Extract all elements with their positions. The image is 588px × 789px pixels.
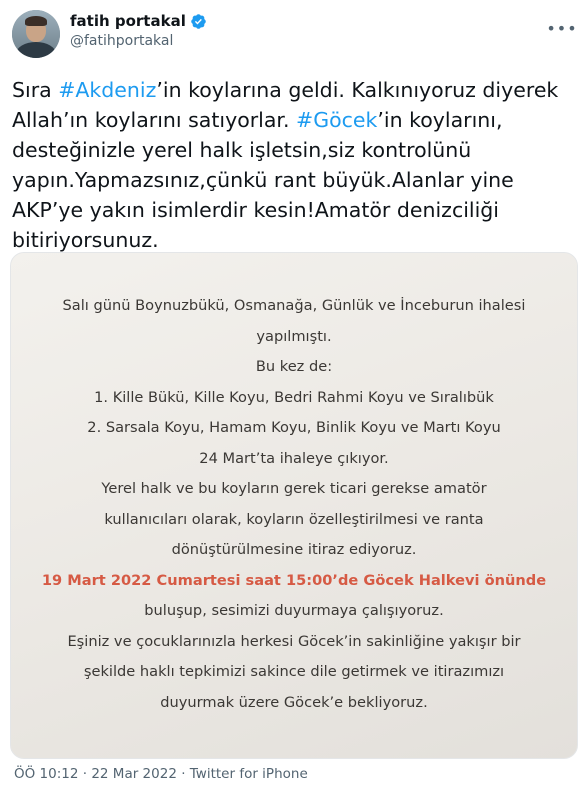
image-text-line: şekilde haklı tepkimizi sakince dile getirmek ve itirazımızı — [83, 663, 505, 680]
image-text-line: duyurmak üzere Göcek’e bekliyoruz. — [160, 693, 428, 711]
author-name[interactable]: fatih portakal — [70, 12, 186, 30]
tweet-image[interactable] — [10, 252, 578, 759]
image-text-line: dönüştürülmesine itiraz ediyoruz. — [171, 541, 417, 558]
image-highlight-line: 19 Mart 2022 Cumartesi saat 15:00’de Göcek Halkevi önünde — [41, 571, 547, 589]
author-info — [70, 12, 207, 49]
tweet-text-segment: ’in koylarına geldi. Kalkınıyoruz diyerek Allah’ın koylarını satıyorlar. — [12, 78, 559, 132]
image-text-line: Bu kez de: — [255, 358, 333, 375]
tweet-text — [12, 75, 572, 255]
avatar[interactable] — [12, 10, 60, 58]
image-text-line: 2. Sarsala Koyu, Hamam Koyu, Binlik Koyu ve Martı Koyu — [87, 419, 501, 436]
hashtag-link[interactable]: #Akdeniz — [58, 78, 157, 102]
image-text-line: Salı günü Boynuzbükü, Osmanağa, Günlük ve İnceburun ihalesi — [62, 297, 526, 314]
verified-badge-icon — [190, 13, 207, 30]
author-handle[interactable]: @fatihportakal — [70, 33, 174, 49]
image-text-line: buluşup, sesimizi duyurmaya çalışıyoruz. — [144, 602, 444, 619]
image-text-block — [11, 291, 577, 718]
tweet-timestamp[interactable]: ÖÖ 10:12 · 22 Mar 2022 · Twitter for iPhone — [14, 766, 308, 782]
image-text-line: 1. Kille Bükü, Kille Koyu, Bedri Rahmi Koyu ve Sıralıbük — [94, 388, 494, 406]
tweet-meta — [14, 766, 308, 782]
hashtag-link[interactable]: #Göcek — [296, 108, 378, 132]
image-text-line: 24 Mart’ta ihaleye çıkıyor. — [199, 449, 389, 467]
tweet-text-segment: ’in koylarını, desteğinizle yerel halk işletsin,siz kontrolünü yapın.Yapmazsınız,çünkü rant büyük.Alanlar yine AKP’ye yakın isimlerdir kesin!Amatör denizciliği bitiriyorsunuz. — [12, 108, 514, 252]
image-text-line: yapılmıştı. — [256, 327, 332, 345]
image-text-line: Yerel halk ve bu koyların gerek ticari gerekse amatör — [101, 480, 487, 497]
image-text-line: kullanıcıları olarak, koyların özelleştirilmesi ve ranta — [104, 510, 484, 528]
more-options-icon[interactable]: ••• — [546, 18, 578, 38]
tweet-text-segment: Sıra — [12, 78, 59, 102]
image-text-line: Eşiniz ve çocuklarınızla herkesi Göcek’in sakinliğine yakışır bir — [67, 632, 521, 650]
tweet-header — [6, 6, 582, 62]
